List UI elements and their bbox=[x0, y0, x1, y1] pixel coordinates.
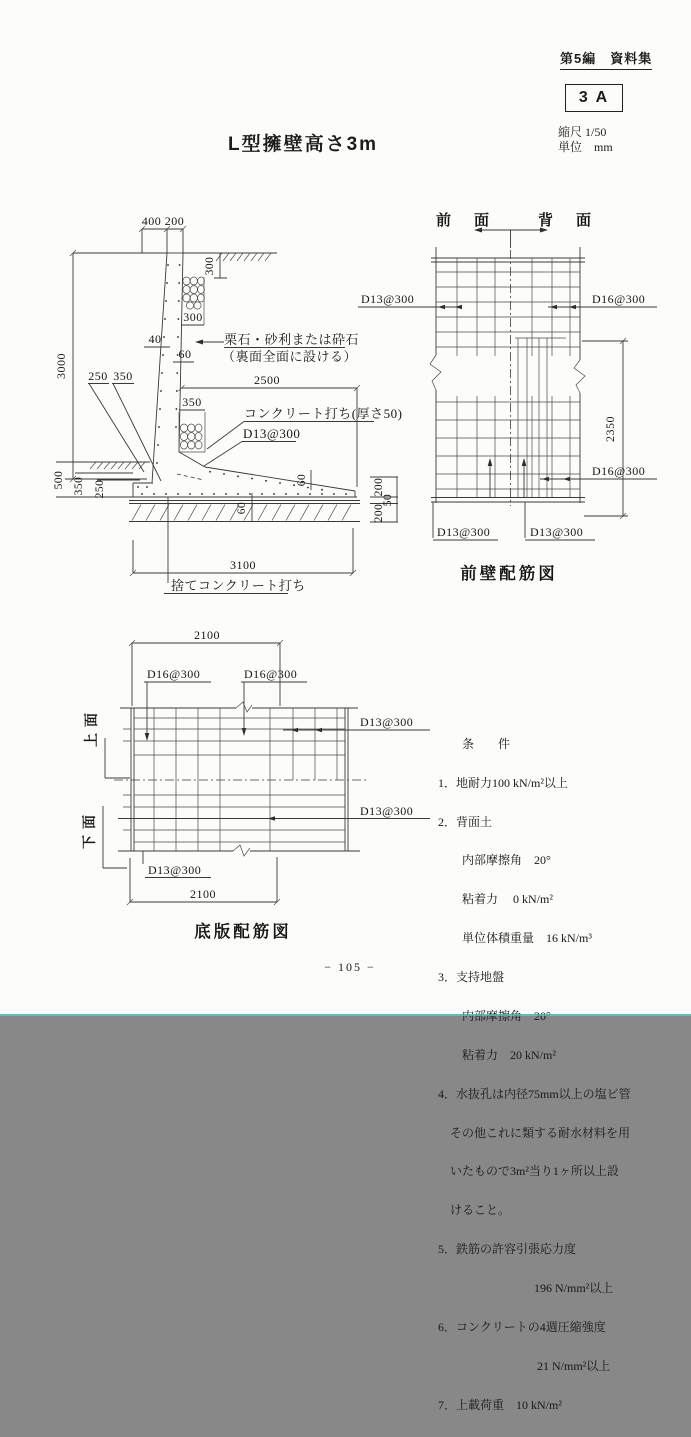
dim-50-label: 50 bbox=[382, 493, 394, 507]
front-ground bbox=[88, 462, 150, 469]
condition-line: 5．鉄筋の許容引張応力度 bbox=[438, 1242, 577, 1257]
gravel-note-line1: 栗石・砂利または砕石 bbox=[224, 332, 360, 347]
concrete-note bbox=[207, 406, 402, 449]
front-wall-diagram bbox=[358, 211, 657, 583]
condition-line: 6．コンクリートの4週圧縮強度 bbox=[438, 1319, 606, 1334]
lean-concrete-label: 捨てコンクリート打ち bbox=[171, 578, 306, 593]
base-slab bbox=[133, 467, 357, 497]
upper-face-label: 上面 bbox=[83, 707, 99, 747]
sheet-code-box: 3 A bbox=[565, 84, 623, 112]
dim-350-gravel bbox=[179, 395, 205, 410]
dim-60-heel-label: 60 bbox=[296, 473, 308, 487]
condition-line: けること。 bbox=[438, 1203, 511, 1218]
dim-60-base-label: 60 bbox=[236, 501, 248, 515]
concrete-note-label: コンクリート打ち(厚さ50) bbox=[244, 406, 403, 421]
condition-line: その他これに類する耐水材料を用 bbox=[438, 1125, 631, 1140]
base-top-rebar-left-label: D16@300 bbox=[147, 667, 201, 681]
gravel-note-line2: （裏面全面に設ける） bbox=[222, 349, 358, 364]
gravel-note bbox=[195, 332, 359, 364]
conditions-block bbox=[438, 712, 631, 1437]
dim-2100-top-label: 2100 bbox=[194, 628, 220, 642]
base-right-rebar-upper-label: D13@300 bbox=[360, 715, 414, 729]
condition-line: 粘着力 20 kN/m² bbox=[438, 1047, 556, 1062]
dim-200-a-label: 200 bbox=[373, 477, 385, 497]
dim-300-right-label: 300 bbox=[204, 256, 216, 276]
page-title: L型擁壁高さ3m bbox=[228, 134, 379, 155]
condition-line: 3．支持地盤 bbox=[438, 970, 505, 985]
dim-2500-label: 2500 bbox=[254, 373, 280, 387]
dim-300-gravel bbox=[181, 310, 204, 325]
page-number: − 105 − bbox=[324, 960, 376, 974]
base-slab-diagram bbox=[81, 628, 430, 941]
base-slab-caption: 底版配筋図 bbox=[194, 923, 292, 941]
condition-line: 内部摩擦角 20° bbox=[438, 853, 551, 868]
condition-line: 7．上載荷重 10 kN/m² bbox=[438, 1397, 562, 1412]
gravel-lower bbox=[179, 412, 205, 452]
dim-250-left-label: 250 bbox=[94, 479, 106, 499]
condition-line: 21 N/mm²以上 bbox=[438, 1358, 611, 1373]
front-wall-bottom-rebar-left bbox=[433, 502, 498, 540]
dim-60-upper-label: 60 bbox=[178, 347, 192, 361]
dim-3000 bbox=[54, 250, 147, 482]
back-ground-hatch bbox=[216, 253, 271, 261]
dim-3000-label: 3000 bbox=[54, 353, 68, 379]
dim-350-left-label: 350 bbox=[73, 476, 85, 496]
dim-500-label: 500 bbox=[53, 470, 65, 490]
scale-label: 縮尺 1/50 bbox=[558, 125, 607, 139]
front-wall-right-rebar-bottom-label: D16@300 bbox=[592, 464, 646, 478]
base-rebar-dots bbox=[137, 471, 347, 495]
front-wall-right-rebar-top bbox=[548, 292, 657, 309]
dims-left-stack bbox=[53, 462, 140, 498]
dim-2100-bottom-label: 2100 bbox=[190, 887, 216, 901]
dim-40-label: 40 bbox=[148, 332, 162, 346]
edition-heading: 第5編 資料集 bbox=[560, 48, 652, 70]
condition-line: 2．背面土 bbox=[438, 814, 493, 829]
base-right-rebar-upper bbox=[283, 715, 430, 732]
dim-350-top-label: 350 bbox=[113, 369, 133, 383]
front-wall-bottom-rebar-right bbox=[525, 502, 595, 540]
unit-label: 単位 mm bbox=[558, 140, 613, 154]
dim-200-b-label: 200 bbox=[373, 503, 385, 523]
dim-3100 bbox=[130, 528, 356, 576]
base-top-rebar-right bbox=[241, 667, 307, 736]
dim-2350 bbox=[582, 338, 628, 519]
dim-2350-label: 2350 bbox=[603, 416, 617, 442]
dim-350-gravel-label: 350 bbox=[182, 395, 202, 409]
dim-250-top-label: 250 bbox=[88, 369, 108, 383]
front-wall-left-rebar-label: D13@300 bbox=[361, 292, 415, 306]
section-rebar-label: D13@300 bbox=[243, 426, 301, 441]
dim-300-right bbox=[204, 253, 227, 278]
base-right-rebar-lower bbox=[118, 804, 430, 821]
section-rebar-note bbox=[204, 426, 300, 466]
dims-right-stack bbox=[370, 477, 398, 522]
front-wall-caption: 前壁配筋図 bbox=[460, 565, 558, 583]
back-face-label: 背 面 bbox=[538, 212, 596, 229]
dim-400-200: 400 200 bbox=[141, 214, 185, 228]
condition-line bbox=[438, 1010, 631, 1023]
front-wall-bottom-rebar-right-label: D13@300 bbox=[530, 525, 584, 539]
front-face-label: 前 面 bbox=[436, 212, 494, 229]
condition-line: いたもので3m²当り1ヶ所以上設 bbox=[438, 1164, 619, 1179]
scan-edge-line bbox=[0, 1014, 691, 1016]
condition-line: 粘着力 0 kN/m² bbox=[438, 892, 553, 907]
front-wall-left-rebar bbox=[358, 292, 462, 309]
cross-section-drawing bbox=[53, 214, 402, 594]
base-bottom-rebar-label: D13@300 bbox=[148, 863, 202, 877]
base-bottom-rebar bbox=[143, 851, 211, 878]
conditions-heading: 条 件 bbox=[438, 736, 511, 751]
front-wall-right-rebar-top-label: D16@300 bbox=[592, 292, 646, 306]
base-right-rebar-lower-label: D13@300 bbox=[360, 804, 414, 818]
condition-line: 4．水抜孔は内径75mm以上の塩ビ管 bbox=[438, 1086, 631, 1101]
dim-250-350-top bbox=[88, 369, 161, 481]
dim-3100-label: 3100 bbox=[230, 558, 256, 572]
lower-face-label: 下面 bbox=[81, 809, 97, 849]
front-wall-right-rebar-bottom bbox=[540, 464, 657, 481]
front-wall-bottom-rebar-left-label: D13@300 bbox=[437, 525, 491, 539]
condition-line: 196 N/mm²以上 bbox=[438, 1280, 614, 1295]
base-top-rebar-right-label: D16@300 bbox=[244, 667, 298, 681]
dim-top bbox=[139, 214, 186, 253]
dim-300-gravel-label: 300 bbox=[183, 310, 203, 324]
condition-line: 1．地耐力100 kN/m²以上 bbox=[438, 775, 568, 790]
condition-line: 単位体積重量 16 kN/m³ bbox=[438, 931, 592, 946]
